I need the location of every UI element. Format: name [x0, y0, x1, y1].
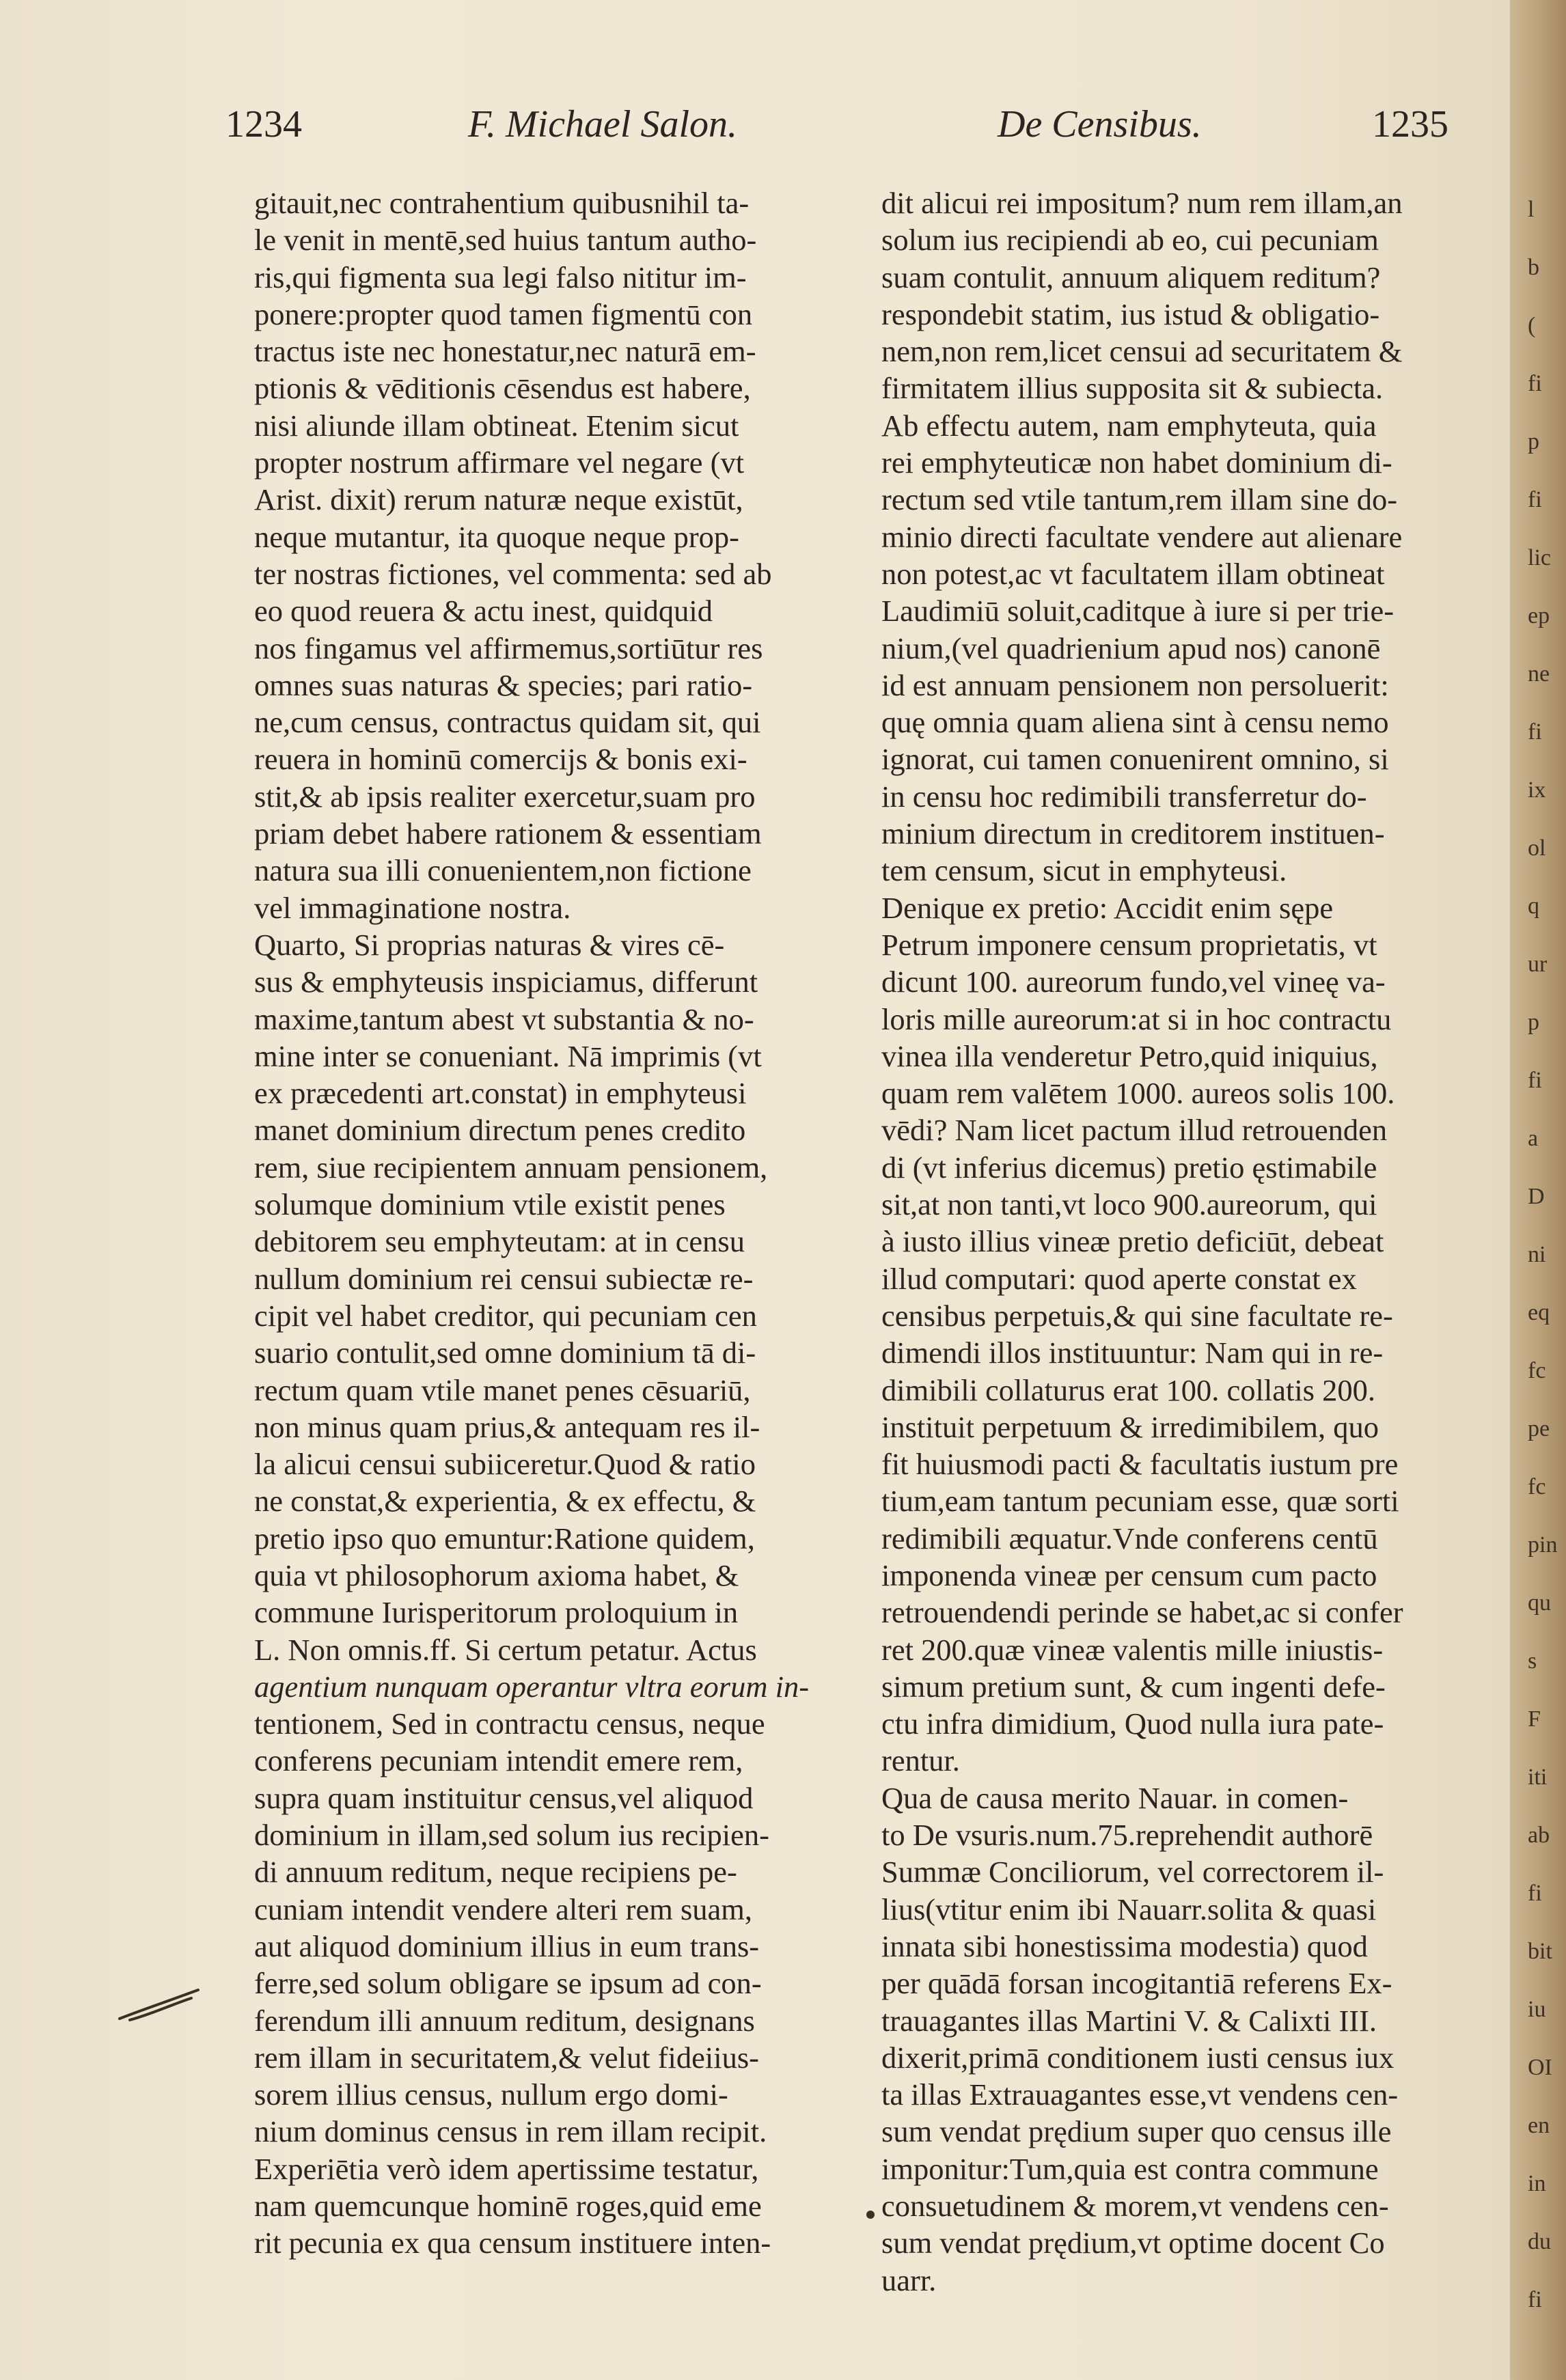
edge-fragment: a — [1528, 1126, 1539, 1151]
edge-fragment: eq — [1528, 1300, 1550, 1325]
text-line: cuniam intendit vendere alteri rem suam, — [254, 1892, 753, 1926]
edge-fragment: lic — [1528, 545, 1551, 570]
text-line: per quādā forsan incogitantiā referens Ex- — [881, 1966, 1392, 2001]
text-line: ex præcedenti art.constat) in emphyteusi — [254, 1076, 747, 1111]
text-line: illud computari: quod aperte constat ex — [881, 1261, 1357, 1296]
text-line: supra quam instituitur census,vel aliquod — [254, 1780, 754, 1815]
text-line: aut aliquod dominium illius in eum trans- — [254, 1928, 760, 1963]
text-line: commune Iurisperitorum proloquium in — [254, 1595, 739, 1630]
text-line: Laudimiū soluit,caditque à iure si per trie- — [881, 594, 1395, 628]
text-line: maxime,tantum abest vt substantia & no- — [254, 1001, 754, 1036]
text-line: dimibili collaturus erat 100. collatis 200. — [881, 1372, 1375, 1407]
edge-fragment: in — [1528, 2171, 1546, 2196]
text-line: rectum quam vtile manet penes cēsuariū, — [254, 1372, 751, 1407]
text-line: ta illas Extrauagantes esse,vt vendens cen- — [881, 2077, 1399, 2112]
text-line: ctu infra dimidium, Quod nulla iura pate- — [881, 1706, 1384, 1741]
text-line: fit huiusmodi pacti & facultatis iustum pre — [881, 1447, 1399, 1482]
edge-fragment: fi — [1528, 371, 1542, 396]
page-number-left: 1234 — [225, 103, 302, 146]
edge-fragment: F — [1528, 1706, 1541, 1732]
text-line: eo quod reuera & actu inest, quidquid — [254, 594, 713, 628]
bottom-printer-mark — [866, 2211, 875, 2219]
edge-fragment: fi — [1528, 487, 1542, 512]
text-line: à iusto illius vineæ pretio deficiūt, debeat — [881, 1224, 1384, 1259]
edge-fragment: ( — [1528, 313, 1536, 338]
text-line: trauagantes illas Martini V. & Calixti III. — [881, 2003, 1377, 2038]
text-line: conferens pecuniam intendit emere rem, — [254, 1743, 743, 1778]
text-line: in censu hoc redimibili transferretur do- — [881, 779, 1367, 814]
text-line: omnes suas naturas & species; pari ratio- — [254, 667, 753, 702]
text-line: mine inter se conueniant. Nā imprimis (vt — [254, 1038, 762, 1073]
text-line: suario contulit,sed omne dominium tā di- — [254, 1336, 756, 1370]
text-line: sorem illius census, nullum ergo domi- — [254, 2077, 728, 2112]
text-line: imponenda vineæ per censum cum pacto — [881, 1558, 1377, 1592]
edge-fragment: fi — [1528, 2287, 1542, 2312]
text-line: Petrum imponere censum proprietatis, vt — [881, 927, 1377, 962]
text-line: vēdi? Nam licet pactum illud retrouenden — [881, 1113, 1388, 1148]
edge-fragment: iti — [1528, 1765, 1548, 1790]
edge-fragment: fi — [1528, 1881, 1542, 1906]
text-line: stit,& ab ipsis realiter exercetur,suam pro — [254, 779, 756, 814]
text-line: dominium in illam,sed solum ius recipien- — [254, 1818, 769, 1853]
text-line: natura sua illi conuenientem,non fictione — [254, 853, 752, 888]
text-line: tium,eam tantum pecuniam esse, quæ sorti — [881, 1484, 1399, 1519]
facing-page-edge — [1510, 0, 1566, 2380]
text-line: sus & emphyteusis inspiciamus, differunt — [254, 965, 758, 999]
text-line: Denique ex pretio: Accidit enim sępe — [881, 890, 1334, 925]
text-line: nam quemcunque hominē roges,quid eme — [254, 2189, 762, 2224]
text-line: rectum sed vtile tantum,rem illam sine do- — [881, 482, 1398, 517]
text-line: rem illam in securitatem,& velut fideiius- — [254, 2040, 759, 2075]
text-line: innata sibi honestissima modestia) quod — [881, 1928, 1368, 1963]
text-line: to De vsuris.num.75.reprehendit authorē — [881, 1818, 1373, 1853]
text-line: pretio ipso quo emuntur:Ratione quidem, — [254, 1521, 755, 1555]
text-line: quam rem valētem 1000. aureos solis 100. — [881, 1076, 1395, 1111]
text-line: tentionem, Sed in contractu census, neque — [254, 1706, 765, 1741]
text-line: agentium nunquam operantur vltra eorum in- — [254, 1669, 810, 1704]
text-line: la alicui censui subiiceretur.Quod & ratio — [254, 1447, 756, 1482]
text-line: dit alicui rei impositum? num rem illam,an — [881, 186, 1403, 220]
text-line: quę omnia quam aliena sint à censu nemo — [881, 705, 1389, 740]
section-title: De Censibus. — [998, 103, 1202, 146]
text-line: ne constat,& experientia, & ex effectu, & — [254, 1484, 756, 1519]
edge-fragment: ep — [1528, 603, 1550, 628]
text-line: ret 200.quæ vineæ valentis mille iniustis- — [881, 1632, 1384, 1667]
edge-fragment: pe — [1528, 1416, 1550, 1441]
text-line: dixerit,primā conditionem iusti census iux — [881, 2040, 1395, 2075]
text-line: rem, siue recipientem annuam pensionem, — [254, 1150, 768, 1185]
edge-fragment: p — [1528, 1010, 1539, 1035]
text-line: nem,non rem,licet censui ad securitatem & — [881, 334, 1403, 369]
text-line: Arist. dixit) rerum naturæ neque existūt, — [254, 482, 743, 517]
running-header — [225, 102, 1448, 157]
edge-fragment: q — [1528, 894, 1539, 919]
edge-fragment: iu — [1528, 1997, 1546, 2022]
text-line: Summæ Conciliorum, vel correctorem il- — [881, 1855, 1384, 1890]
text-line: dimendi illos instituuntur: Nam qui in re- — [881, 1336, 1384, 1370]
text-line: respondebit statim, ius istud & obligatio- — [881, 296, 1380, 331]
edge-fragment: ab — [1528, 1823, 1550, 1848]
text-line: non potest,ac vt facultatem illam obtineat — [881, 556, 1385, 591]
text-line: ignorat, cui tamen conuenirent omnino, si — [881, 742, 1389, 777]
text-line: minio directi facultate vendere aut alienare — [881, 519, 1403, 554]
edge-fragment: D — [1528, 1184, 1545, 1209]
text-line: nullum dominium rei censui subiectæ re- — [254, 1261, 754, 1296]
text-line: ris,qui figmenta sua legi falso nititur im- — [254, 260, 747, 294]
text-line: dicunt 100. aureorum fundo,vel vineę va- — [881, 965, 1386, 999]
text-line: non minus quam prius,& antequam res il- — [254, 1409, 760, 1444]
edge-fragment: bit — [1528, 1939, 1552, 1964]
text-line: neque mutantur, ita quoque neque prop- — [254, 519, 740, 554]
text-line: solumque dominium vtile existit penes — [254, 1187, 726, 1222]
text-line: ferendum illi annuum reditum, designans — [254, 2003, 755, 2038]
text-line: sum vendat prędium,vt optime docent Co — [881, 2226, 1385, 2260]
text-line: id est annuam pensionem non persoluerit: — [881, 667, 1389, 702]
text-line: sum vendat prędium super quo census ille — [881, 2114, 1392, 2149]
text-line: quia vt philosophorum axioma habet, & — [254, 1558, 739, 1592]
text-line: firmitatem illius supposita sit & subiecta. — [881, 371, 1384, 406]
text-line: priam debet habere rationem & essentiam — [254, 816, 762, 851]
edge-fragment: qu — [1528, 1590, 1551, 1616]
edge-fragment: ur — [1528, 952, 1548, 977]
text-line: loris mille aureorum:at si in hoc contractu — [881, 1001, 1392, 1036]
edge-fragment: s — [1528, 1648, 1537, 1674]
text-line: debitorem seu emphyteutam: at in censu — [254, 1224, 745, 1259]
running-head-author: F. Michael Salon. — [468, 103, 738, 146]
text-line: Quarto, Si proprias naturas & vires cē- — [254, 927, 725, 962]
text-line: Experiētia verò idem apertissime testatur, — [254, 2151, 759, 2186]
text-line: ptionis & vēditionis cēsendus est habere, — [254, 371, 751, 406]
text-line: censibus perpetuis,& qui sine facultate re- — [881, 1298, 1393, 1333]
edge-fragment: p — [1528, 429, 1539, 454]
edge-fragment: ix — [1528, 777, 1546, 803]
text-line: ponere:propter quod tamen figmentū con — [254, 296, 753, 331]
edge-fragment: fi — [1528, 719, 1542, 745]
text-line: nisi aliunde illam obtineat. Etenim sicut — [254, 408, 739, 443]
text-line: minium directum in creditorem instituen- — [881, 816, 1385, 851]
text-line: nium,(vel quadrienium apud nos) canonē — [881, 631, 1381, 665]
text-line: ne,cum census, contractus quidam sit, qui — [254, 705, 761, 740]
text-line: vel immaginatione nostra. — [254, 890, 571, 925]
edge-fragment: fc — [1528, 1358, 1546, 1383]
text-line: rei emphyteuticæ non habet dominium di- — [881, 445, 1392, 480]
text-line: retrouendendi perinde se habet,ac si confer — [881, 1595, 1403, 1630]
text-line: sit,at non tanti,vt loco 900.aureorum, qui — [881, 1187, 1377, 1222]
text-line: suam contulit, annuum aliquem reditum? — [881, 260, 1381, 294]
text-line: simum pretium sunt, & cum ingenti defe- — [881, 1669, 1386, 1704]
edge-fragment: ni — [1528, 1242, 1546, 1267]
text-line: lius(vtitur enim ibi Nauarr.solita & quasi — [881, 1892, 1377, 1926]
edge-fragment: en — [1528, 2113, 1550, 2138]
text-line: cipit vel habet creditor, qui pecuniam cen — [254, 1298, 757, 1333]
text-line: consuetudinem & morem,vt vendens cen- — [881, 2189, 1389, 2224]
edge-fragment: OI — [1528, 2055, 1552, 2080]
left-text-column — [254, 184, 855, 2262]
ink-flourish-mark — [116, 1984, 205, 2025]
text-line: tem censum, sicut in emphyteusi. — [881, 853, 1287, 888]
text-line: solum ius recipiendi ab eo, cui pecuniam — [881, 223, 1379, 258]
text-line: le venit in mentē,sed huius tantum autho- — [254, 223, 757, 258]
text-line: manet dominium directum penes credito — [254, 1113, 746, 1148]
edge-fragment: fi — [1528, 1068, 1542, 1093]
text-line: nium dominus census in rem illam recipit. — [254, 2114, 767, 2149]
right-text-column — [881, 184, 1469, 2299]
text-line: rentur. — [881, 1743, 960, 1778]
edge-fragment: ne — [1528, 661, 1550, 687]
text-line: L. Non omnis.ff. Si certum petatur. Actus — [254, 1632, 757, 1667]
text-line: uarr. — [881, 2263, 937, 2297]
text-line: ter nostras fictiones, vel commenta: sed ab — [254, 556, 772, 591]
text-line: imponitur:Tum,quia est contra commune — [881, 2151, 1379, 2186]
edge-fragment: du — [1528, 2229, 1551, 2254]
text-line: gitauit,nec contrahentium quibusnihil ta- — [254, 186, 750, 220]
text-line: rit pecunia ex qua censum instituere inten- — [254, 2226, 771, 2260]
edge-fragment: ol — [1528, 835, 1546, 861]
text-line: di annuum reditum, neque recipiens pe- — [254, 1855, 737, 1890]
text-line: nos fingamus vel affirmemus,sortiūtur res — [254, 631, 763, 665]
text-line: Ab effectu autem, nam emphyteuta, quia — [881, 408, 1377, 443]
page-number-right: 1235 — [1372, 103, 1448, 146]
text-line: reuera in hominū comercijs & bonis exi- — [254, 742, 747, 777]
text-line: redimibili æquatur.Vnde conferens centū — [881, 1521, 1378, 1555]
text-line: vinea illa venderetur Petro,quid iniquius, — [881, 1038, 1378, 1073]
edge-fragment: b — [1528, 255, 1539, 280]
text-line: propter nostrum affirmare vel negare (vt — [254, 445, 745, 480]
text-line: tractus iste nec honestatur,nec naturā em- — [254, 334, 756, 369]
edge-fragment: fc — [1528, 1474, 1546, 1499]
edge-fragment: pin — [1528, 1532, 1558, 1558]
text-line: Qua de causa merito Nauar. in comen- — [881, 1780, 1349, 1815]
text-line: ferre,sed solum obligare se ipsum ad con- — [254, 1966, 762, 2001]
text-line: instituit perpetuum & irredimibilem, quo — [881, 1409, 1379, 1444]
edge-fragment: l — [1528, 197, 1535, 222]
text-line: di (vt inferius dicemus) pretio ęstimabile — [881, 1150, 1377, 1185]
